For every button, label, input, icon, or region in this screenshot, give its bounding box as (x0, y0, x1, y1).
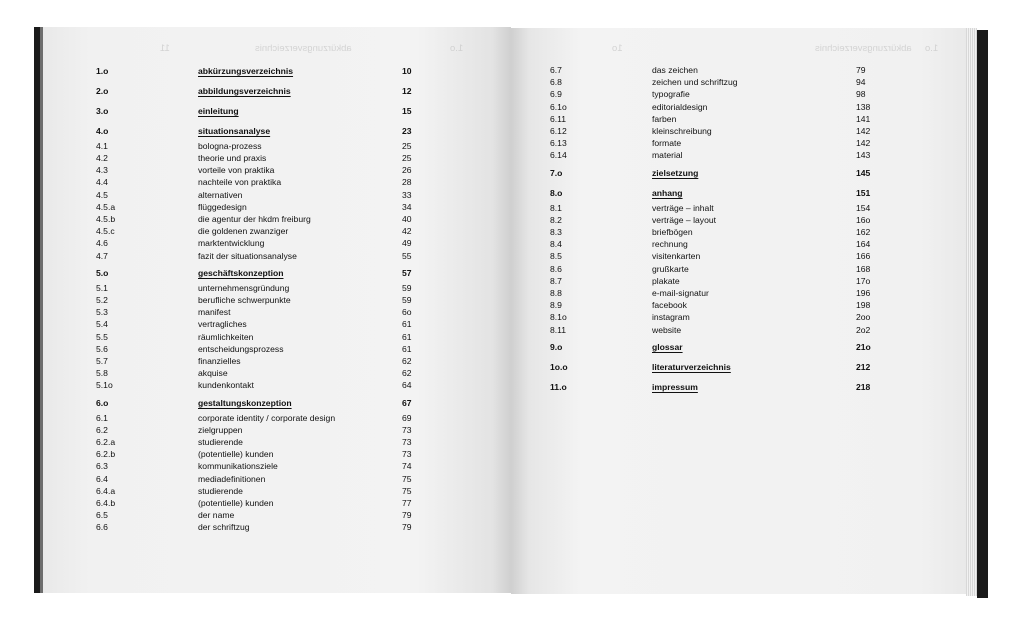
toc-entry-page: 79 (402, 522, 412, 533)
toc-entry-num: 6.2 (96, 424, 108, 435)
toc-entry-num: 4.o (96, 125, 109, 136)
toc-entry-page: 25 (402, 153, 412, 163)
table-of-contents-left (96, 0, 426, 617)
toc-entry-num: 8.4 (550, 239, 562, 250)
toc-entry-title: flüggedesign (198, 201, 247, 212)
toc-entry-num: 6.4.a (96, 485, 116, 496)
toc-entry-num: 4.6 (96, 238, 108, 249)
toc-entry-title: literaturverzeichnis (652, 361, 731, 372)
toc-entry-num: 8.8 (550, 287, 562, 298)
toc-entry-num: 4.5.b (96, 214, 116, 224)
bleed-through-text: abkürzungsverzeichnis (255, 43, 352, 54)
toc-entry-page: 98 (856, 89, 866, 100)
toc-entry-page: 142 (856, 126, 871, 136)
toc-entry-page: 34 (402, 201, 412, 212)
toc-entry-title: material (652, 150, 683, 161)
toc-entry-num: 6.14 (550, 150, 567, 161)
toc-entry-title: manifest (198, 307, 231, 318)
toc-entry-num: 5.5 (96, 331, 108, 342)
toc-entry-num: 6.2.b (96, 449, 116, 460)
toc-entry-num: 8.9 (550, 300, 562, 311)
toc-entry-title: briefbögen (652, 226, 693, 237)
bleed-through-text: abkürzungsverzeichnis (815, 43, 912, 54)
toc-entry-page: 62 (402, 355, 412, 366)
toc-entry-num: 8.o (550, 187, 563, 198)
toc-entry-page: 168 (856, 263, 871, 274)
book-cover-edge-right (977, 30, 988, 598)
toc-entry-page: 23 (402, 125, 412, 136)
toc-entry-page: 61 (402, 343, 412, 354)
toc-entry-num: 1o.o (550, 361, 568, 372)
toc-entry-page: 12 (402, 85, 412, 96)
toc-entry-page: 73 (402, 449, 412, 460)
toc-entry-page: 61 (402, 331, 412, 342)
toc-entry-title: kundenkontakt (198, 380, 254, 391)
toc-entry-page: 166 (856, 251, 871, 262)
toc-entry-title: mediadefinitionen (198, 473, 266, 484)
table-of-contents-right (550, 0, 880, 617)
toc-entry-title: die goldenen zwanziger (198, 226, 289, 237)
toc-entry-page: 143 (856, 150, 871, 161)
toc-entry-page: 79 (856, 65, 866, 75)
toc-entry-title: e-mail-signatur (652, 287, 709, 298)
toc-entry-page: 64 (402, 380, 412, 391)
page-stack-right (966, 28, 977, 596)
toc-entry-title: rechnung (652, 239, 688, 250)
toc-entry-num: 1.o (96, 66, 109, 76)
toc-entry-title: abkürzungsverzeichnis (198, 66, 294, 76)
toc-entry-page: 141 (856, 113, 871, 124)
toc-entry-num: 5.1o (96, 380, 113, 391)
toc-entry-title: zeichen und schriftzug (652, 77, 738, 88)
toc-entry-title: situationsanalyse (198, 125, 271, 136)
toc-entry-title: das zeichen (652, 65, 698, 75)
toc-entry-title: glossar (652, 341, 683, 352)
toc-entry-title: finanzielles (198, 355, 241, 366)
toc-entry-title: (potentielle) kunden (198, 449, 274, 460)
toc-entry-page: 25 (402, 140, 412, 151)
toc-entry-title: fazit der situationsanalyse (198, 250, 297, 261)
bleed-through-text: 11 (160, 43, 170, 54)
toc-entry-num: 6.2.a (96, 436, 116, 447)
toc-entry-num: 6.4 (96, 473, 108, 484)
toc-entry-page: 154 (856, 202, 871, 213)
bleed-through-text: 1.o (925, 43, 939, 54)
toc-entry-page: 16o (856, 214, 871, 225)
toc-entry-title: zielgruppen (198, 424, 243, 435)
toc-entry-title: website (652, 324, 682, 335)
toc-entry-page: 42 (402, 226, 412, 237)
toc-entry-num: 3.o (96, 105, 109, 116)
toc-entry-page: 17o (856, 275, 871, 286)
toc-entry-title: der schriftzug (198, 522, 250, 533)
toc-entry-page: 6o (402, 307, 412, 318)
toc-entry-title: corporate identity / corporate design (198, 412, 336, 423)
toc-entry-num: 8.6 (550, 263, 562, 274)
toc-entry-page: 57 (402, 267, 412, 278)
toc-entry-num: 6.1 (96, 412, 108, 423)
toc-entry-num: 5.8 (96, 368, 108, 379)
toc-entry-page: 198 (856, 300, 871, 311)
toc-entry-num: 5.1 (96, 282, 108, 293)
toc-entry-page: 164 (856, 239, 871, 250)
toc-entry-num: 4.5 (96, 189, 108, 200)
toc-entry-title: verträge – layout (652, 214, 717, 225)
toc-entry-title: gestaltungskonzeption (198, 397, 292, 408)
toc-entry-page: 67 (402, 397, 412, 408)
toc-entry-page: 145 (856, 167, 871, 178)
toc-entry-page: 49 (402, 238, 412, 249)
toc-entry-page: 75 (402, 473, 412, 484)
toc-entry-num: 8.5 (550, 251, 562, 262)
toc-entry-num: 8.1 (550, 202, 562, 213)
toc-entry-title: (potentielle) kunden (198, 497, 274, 508)
toc-entry-num: 6.o (96, 397, 109, 408)
toc-entry-num: 5.2 (96, 294, 108, 305)
toc-entry-title: der name (198, 510, 235, 521)
toc-entry-title: alternativen (198, 189, 243, 200)
toc-entry-page: 196 (856, 287, 871, 298)
bleed-through-text: 1o (612, 43, 623, 54)
toc-entry-title: studierende (198, 436, 243, 447)
toc-entry-num: 8.2 (550, 214, 562, 225)
toc-entry-title: geschäftskonzeption (198, 267, 284, 278)
toc-entry-page: 79 (402, 510, 412, 521)
toc-entry-num: 6.3 (96, 461, 108, 472)
toc-entry-page: 26 (402, 165, 412, 176)
toc-entry-num: 4.5.a (96, 201, 116, 212)
toc-entry-num: 8.7 (550, 275, 562, 286)
toc-entry-title: berufliche schwerpunkte (198, 294, 291, 305)
toc-entry-title: kleinschreibung (652, 126, 712, 136)
toc-entry-title: visitenkarten (652, 251, 701, 262)
toc-entry-title: anhang (652, 187, 683, 198)
toc-entry-page: 21o (856, 341, 871, 352)
toc-entry-page: 73 (402, 436, 412, 447)
toc-entry-title: theorie und praxis (198, 153, 267, 163)
toc-entry-num: 6.7 (550, 65, 562, 75)
toc-entry-page: 59 (402, 294, 412, 305)
toc-entry-title: die agentur der hkdm freiburg (198, 214, 311, 224)
toc-entry-page: 74 (402, 461, 412, 472)
bleed-through-text: 1.o (450, 43, 464, 54)
toc-entry-title: instagram (652, 312, 690, 323)
toc-entry-title: unternehmensgründung (198, 282, 290, 293)
toc-entry-page: 2oo (856, 312, 871, 323)
toc-entry-page: 59 (402, 282, 412, 293)
toc-entry-num: 4.4 (96, 177, 108, 188)
toc-entry-page: 28 (402, 177, 412, 188)
toc-entry-num: 8.1o (550, 312, 567, 323)
toc-entry-num: 6.4.b (96, 497, 116, 508)
toc-entry-page: 61 (402, 319, 412, 330)
toc-entry-title: farben (652, 113, 677, 124)
toc-entry-num: 8.3 (550, 226, 562, 237)
toc-entry-num: 5.3 (96, 307, 108, 318)
toc-entry-title: räumlichkeiten (198, 331, 254, 342)
toc-entry-title: grußkarte (652, 263, 689, 274)
toc-entry-title: facebook (652, 300, 687, 311)
toc-entry-num: 6.13 (550, 138, 567, 149)
toc-entry-page: 212 (856, 361, 871, 372)
toc-entry-title: abbildungsverzeichnis (198, 85, 291, 96)
toc-entry-page: 77 (402, 497, 412, 508)
toc-entry-page: 55 (402, 250, 412, 261)
toc-entry-title: vorteile von praktika (198, 165, 275, 176)
toc-entry-num: 6.11 (550, 113, 567, 124)
toc-entry-num: 6.12 (550, 126, 567, 136)
toc-entry-title: typografie (652, 89, 690, 100)
toc-entry-page: 142 (856, 138, 871, 149)
toc-entry-page: 75 (402, 485, 412, 496)
toc-entry-title: studierende (198, 485, 243, 496)
toc-entry-page: 73 (402, 424, 412, 435)
toc-entry-page: 69 (402, 412, 412, 423)
toc-entry-page: 162 (856, 226, 871, 237)
toc-entry-num: 2.o (96, 85, 109, 96)
toc-entry-title: akquise (198, 368, 228, 379)
toc-entry-page: 33 (402, 189, 412, 200)
toc-entry-num: 5.4 (96, 319, 108, 330)
toc-entry-title: nachteile von praktika (198, 177, 282, 188)
toc-entry-num: 6.5 (96, 510, 108, 521)
toc-entry-title: plakate (652, 275, 680, 286)
toc-entry-page: 62 (402, 368, 412, 379)
toc-entry-num: 4.2 (96, 153, 108, 163)
toc-entry-page: 10 (402, 66, 412, 76)
toc-entry-num: 4.3 (96, 165, 108, 176)
toc-entry-num: 7.o (550, 167, 563, 178)
toc-entry-num: 6.6 (96, 522, 108, 533)
toc-entry-page: 94 (856, 77, 866, 88)
toc-entry-title: verträge – inhalt (652, 202, 714, 213)
toc-entry-page: 2o2 (856, 324, 871, 335)
toc-entry-num: 6.8 (550, 77, 562, 88)
toc-entry-num: 5.o (96, 267, 109, 278)
toc-entry-title: impressum (652, 381, 698, 392)
toc-entry-title: zielsetzung (652, 167, 699, 178)
toc-entry-page: 15 (402, 105, 412, 116)
toc-entry-num: 8.11 (550, 324, 567, 335)
toc-entry-num: 6.1o (550, 101, 567, 112)
toc-entry-title: kommunikationsziele (198, 461, 278, 472)
toc-entry-title: formate (652, 138, 682, 149)
toc-entry-title: einleitung (198, 105, 239, 116)
toc-entry-num: 4.5.c (96, 226, 115, 237)
toc-entry-num: 9.o (550, 341, 563, 352)
toc-entry-num: 6.9 (550, 89, 562, 100)
toc-entry-page: 138 (856, 101, 871, 112)
toc-entry-title: entscheidungsprozess (198, 343, 284, 354)
toc-entry-num: 5.6 (96, 343, 108, 354)
toc-entry-title: marktentwicklung (198, 238, 265, 249)
toc-entry-title: editorialdesign (652, 101, 708, 112)
toc-entry-num: 5.7 (96, 355, 108, 366)
toc-entry-title: bologna-prozess (198, 140, 262, 151)
toc-entry-num: 4.7 (96, 250, 108, 261)
toc-entry-page: 151 (856, 187, 871, 198)
toc-entry-page: 218 (856, 381, 871, 392)
toc-entry-page: 40 (402, 214, 412, 224)
toc-entry-num: 11.o (550, 381, 567, 392)
toc-entry-title: vertragliches (198, 319, 247, 330)
toc-entry-num: 4.1 (96, 140, 108, 151)
